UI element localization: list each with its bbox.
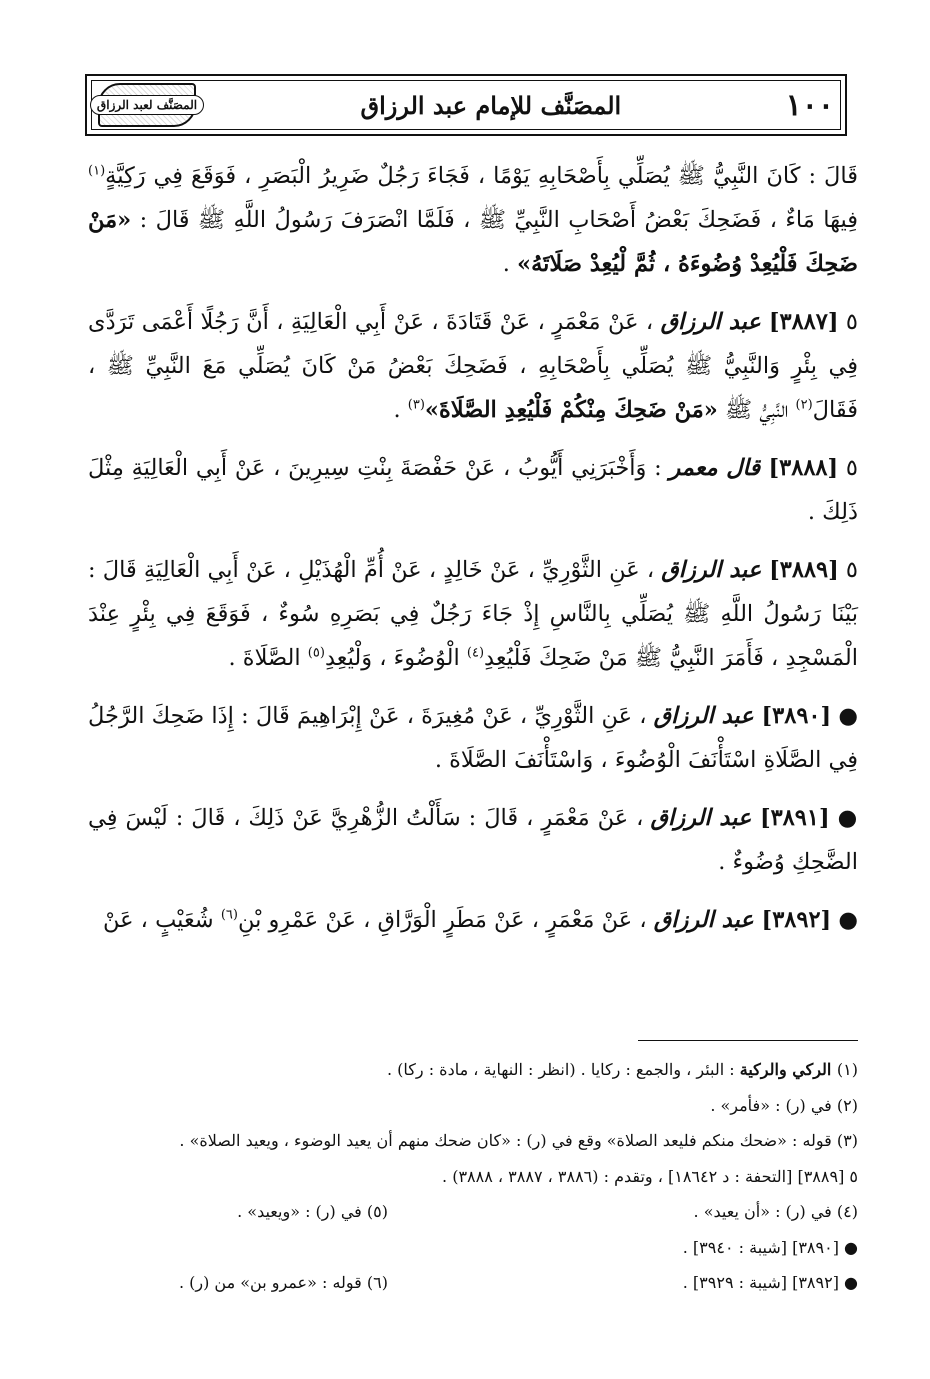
paragraph-text: ، عَنْ مَعْمَرٍ ، قَالَ : سَأَلْتُ الزُّهْرِيَّ عَنْ ذَلِكَ ، قَالَ : لَيْسَ فِي الضَّحِكِ وُضُوءٌ .: [88, 805, 858, 875]
footnote-row-3892-6: [88, 1265, 858, 1301]
footnote-6: (٦) قوله : «عمرو بن» من (ر) .: [178, 1273, 388, 1292]
hadith-number: [٣٨٨٩]: [769, 557, 839, 583]
footnote-divider: [638, 1040, 858, 1041]
paragraph-text: الْوُضُوءَ ، وَلْيُعِدِ: [324, 645, 467, 671]
hadith-author: عبد الرزاق: [653, 907, 762, 933]
paragraph-text: فِيهَا مَاءٌ ، فَضَحِكَ بَعْضُ أَصْحَابِ النَّبِيِّ ﷺ ، فَلَمَّا انْصَرَفَ رَسُولُ اللَّهِ ﷺ قَالَ :: [131, 207, 858, 233]
footnote-text: : البئر ، والجمع : ركايا . (انظر : النهاية ، مادة : ركا) .: [386, 1060, 740, 1079]
main-text: [88, 154, 858, 956]
hadith-author: عبد الرزاق: [660, 309, 769, 335]
paragraph-text: .: [502, 251, 518, 277]
hadith-number: [٣٨٨٨]: [768, 455, 839, 481]
footnote-ref: (٤): [466, 645, 485, 661]
hadith-3888: [88, 446, 858, 534]
footnote-ref: (٥): [307, 645, 325, 661]
paragraph-text: الصَّلَاةَ .: [228, 645, 308, 671]
page-header: [85, 74, 847, 136]
cartouche-text: المصَنَّف لعبد الرزاق: [90, 95, 204, 115]
running-title: المصَنَّف للإمام عبد الرزاق: [360, 90, 622, 120]
hadith-continuation: [88, 154, 858, 286]
footnote-ref: (٢): [795, 397, 813, 413]
footnote-3889-source: ٥ [٣٨٨٩] [التحفة : د ١٨٦٤٢] ، وتقدم : (٣٨٨٦ ، ٣٨٨٧ ، ٣٨٨٨) .: [442, 1166, 858, 1186]
footnote-number: (١): [836, 1060, 858, 1079]
footnote-1: [88, 1052, 858, 1088]
footnote-ref: (٦): [220, 907, 238, 923]
paragraph-text: شُعَيْبٍ ، عَنْ: [102, 907, 221, 933]
paragraph-text: قَالَ : كَانَ النَّبِيُّ ﷺ يُصَلِّي بِأَصْحَابِهِ يَوْمًا ، فَجَاءَ رَجُلٌ ضَرِيرُ الْبَصَرِ ، فَوَقَعَ فِي رَكِيَّةٍ: [105, 163, 858, 189]
paragraph-text: : وَأَخْبَرَنِي أَيُّوبُ ، عَنْ حَفْصَةَ بِنْتِ سِيرِينَ ، عَنْ أَبِي الْعَالِيَةِ مِثْلَ ذَلِكَ .: [88, 455, 858, 525]
footnote-3890-source: ● [٣٨٩٠] [شيبة : ٣٩٤٠] .: [682, 1237, 858, 1257]
paragraph-text: ، عَنِ الثَّوْرِيِّ ، عَنْ خَالِدٍ ، عَنْ أُمِّ الْهُذَيْلِ ، عَنْ أَبِي الْعَالِيَةِ قَالَ : بَيْنَا رَسُولُ اللَّهِ ﷺ يُصَلِّي بِالنَّاسِ إِذْ جَاءَ رَجُلٌ فِي بَصَرِهِ سُوءٌ ، فَوَقَعَ فِي بِئْرٍ عِنْدَ الْمَسْجِدِ ، فَأَمَرَ النَّبِيُّ ﷺ مَنْ ضَحِكَ فَلْيُعِدِ: [88, 557, 858, 671]
hollow-marker: ٥: [845, 455, 858, 481]
hadith-author: عبد الرزاق: [661, 557, 770, 583]
footnote-3892-source: ● [٣٨٩٢] [شيبة : ٣٩٢٩] .: [682, 1273, 858, 1292]
hadith-3889: [88, 548, 858, 680]
header-inner-frame: [91, 80, 841, 130]
solid-marker: ●: [838, 907, 858, 933]
footnote-ref: (١): [88, 163, 106, 179]
hollow-marker: ٥: [845, 309, 858, 335]
hadith-3892: [88, 898, 858, 942]
hadith-3887: [88, 300, 858, 432]
footnote-ref: (٣): [407, 397, 425, 413]
solid-marker: ●: [838, 703, 858, 729]
hadith-author: عبد الرزاق: [650, 805, 760, 831]
hadith-number: [٣٨٩٢]: [761, 907, 832, 933]
paragraph-text: ، عَنْ مَعْمَرٍ ، عَنْ مَطَرٍ الْوَرَّاقِ ، عَنْ عَمْرِو بْنِ: [237, 907, 654, 933]
prophetic-quote: «مَنْ ضَحِكَ فَلْيُعِدْ وُضُوءَهُ ، ثُمَّ لْيُعِدْ صَلَاتَهُ»: [88, 207, 858, 277]
hollow-marker: ٥: [845, 557, 858, 583]
footnote-5: (٥) في (ر) : «ويعيد» .: [237, 1202, 388, 1221]
hadith-3890: [88, 694, 858, 782]
footnote-row-4-5: [88, 1194, 858, 1230]
paragraph-text: ، عَنِ الثَّوْرِيِّ ، عَنْ مُغِيرَةَ ، عَنْ إِبْرَاهِيمَ قَالَ : إِذَا ضَحِكَ الرَّجُلُ فِي الصَّلَاةِ اسْتَأْنَفَ الْوُضُوءَ ، وَاسْتَأْنَفَ الصَّلَاةَ .: [88, 703, 858, 773]
paragraph-text: النَّبِيُّ ﷺ: [717, 397, 796, 423]
footnote-2: (٢) في (ر) : «فأمر» .: [710, 1095, 858, 1115]
hadith-number: [٣٨٩٠]: [761, 703, 832, 729]
paragraph-text: ، عَنْ مَعْمَرٍ ، عَنْ قَتَادَةَ ، عَنْ أَبِي الْعَالِيَةِ ، أَنَّ رَجُلًا أَعْمَى تَرَدَّى فِي بِئْرٍ وَالنَّبِيُّ ﷺ يُصَلِّي بِأَصْحَابِهِ ، فَضَحِكَ بَعْضُ مَنْ كَانَ يُصَلِّي مَعَ النَّبِيِّ ﷺ ، فَقَالَ: [88, 309, 858, 423]
hadith-number: [٣٨٨٧]: [768, 309, 839, 335]
title-cartouche: [98, 83, 196, 127]
hadith-3891: [88, 796, 858, 884]
hadith-author: عبد الرزاق: [653, 703, 762, 729]
prophetic-quote: «مَنْ ضَحِكَ مِنْكُمْ فَلْيُعِدِ الصَّلَاةَ»: [424, 397, 718, 423]
footnote-4: (٤) في (ر) : «أن يعيد» .: [693, 1202, 858, 1221]
solid-marker: ●: [837, 805, 858, 831]
footnotes: [88, 1052, 858, 1301]
hadith-author: قال معمر: [669, 455, 769, 481]
paragraph-text: .: [393, 397, 408, 423]
footnote-term: الركي والركية: [739, 1060, 837, 1079]
footnote-3: (٣) قوله : «ضحك منكم فليعد الصلاة» وقع في (ر) : «كان ضحك منهم أن يعيد الوضوء ، ويعيد الصلاة» .: [179, 1131, 858, 1150]
page-number: ١٠٠: [785, 87, 834, 123]
hadith-number: [٣٨٩١]: [759, 805, 830, 831]
